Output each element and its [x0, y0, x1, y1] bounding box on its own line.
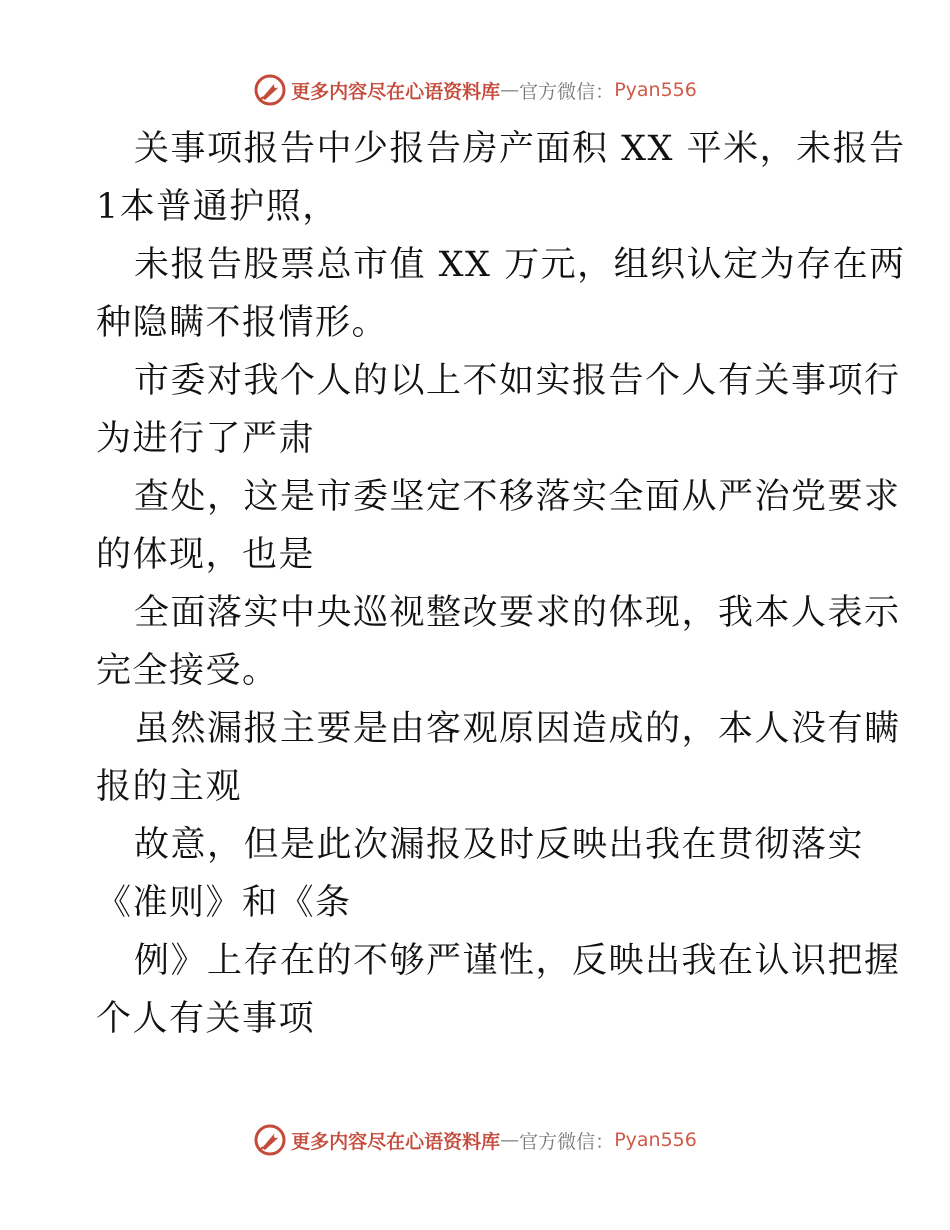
- pen-nib-logo-icon: [253, 1123, 287, 1157]
- banner-site-text: 更多内容尽在心语资料库: [291, 80, 501, 103]
- banner-site-text: 更多内容尽在心语资料库: [291, 1130, 501, 1153]
- text-line: 种隐瞒不报情形。: [96, 303, 389, 343]
- text-line: 未报告股票总市值 XX 万元，组织认定为存在两: [134, 245, 906, 285]
- banner-wechat-id: Pyan556: [614, 79, 697, 101]
- banner-dash: —: [500, 79, 520, 101]
- text-line: 为进行了严肃: [96, 419, 316, 459]
- text-line: 1本普通护照，: [96, 187, 339, 227]
- text-line: 市委对我个人的以上不如实报告个人有关事项行: [134, 361, 901, 401]
- banner-wechat-label: 官方微信：: [519, 80, 615, 103]
- document-body: [96, 120, 906, 1048]
- banner-dash: —: [500, 1129, 520, 1151]
- banner-wechat-label: 官方微信：: [519, 1130, 615, 1153]
- text-line: 《准则》和《条: [96, 883, 352, 923]
- text-line: 报的主观: [96, 767, 243, 807]
- text-line: 查处，这是市委坚定不移落实全面从严治党要求: [134, 477, 901, 517]
- footer-banner: [0, 1120, 950, 1160]
- text-line: 虽然漏报主要是由客观原因造成的，本人没有瞒: [134, 709, 901, 749]
- text-line: 全面落实中央巡视整改要求的体现，我本人表示: [134, 593, 901, 633]
- text-line: 完全接受。: [96, 651, 279, 691]
- banner-wechat-id: Pyan556: [614, 1129, 697, 1151]
- text-line: 个人有关事项: [96, 999, 316, 1039]
- text-line: 故意，但是此次漏报及时反映出我在贯彻落实: [134, 825, 865, 865]
- text-line: 关事项报告中少报告房产面积 XX 平米，未报告: [134, 129, 906, 169]
- text-line: 例》上存在的不够严谨性，反映出我在认识把握: [134, 941, 901, 981]
- pen-nib-logo-icon: [253, 73, 287, 107]
- text-line: 的体现，也是: [96, 535, 316, 575]
- header-banner: [0, 70, 950, 110]
